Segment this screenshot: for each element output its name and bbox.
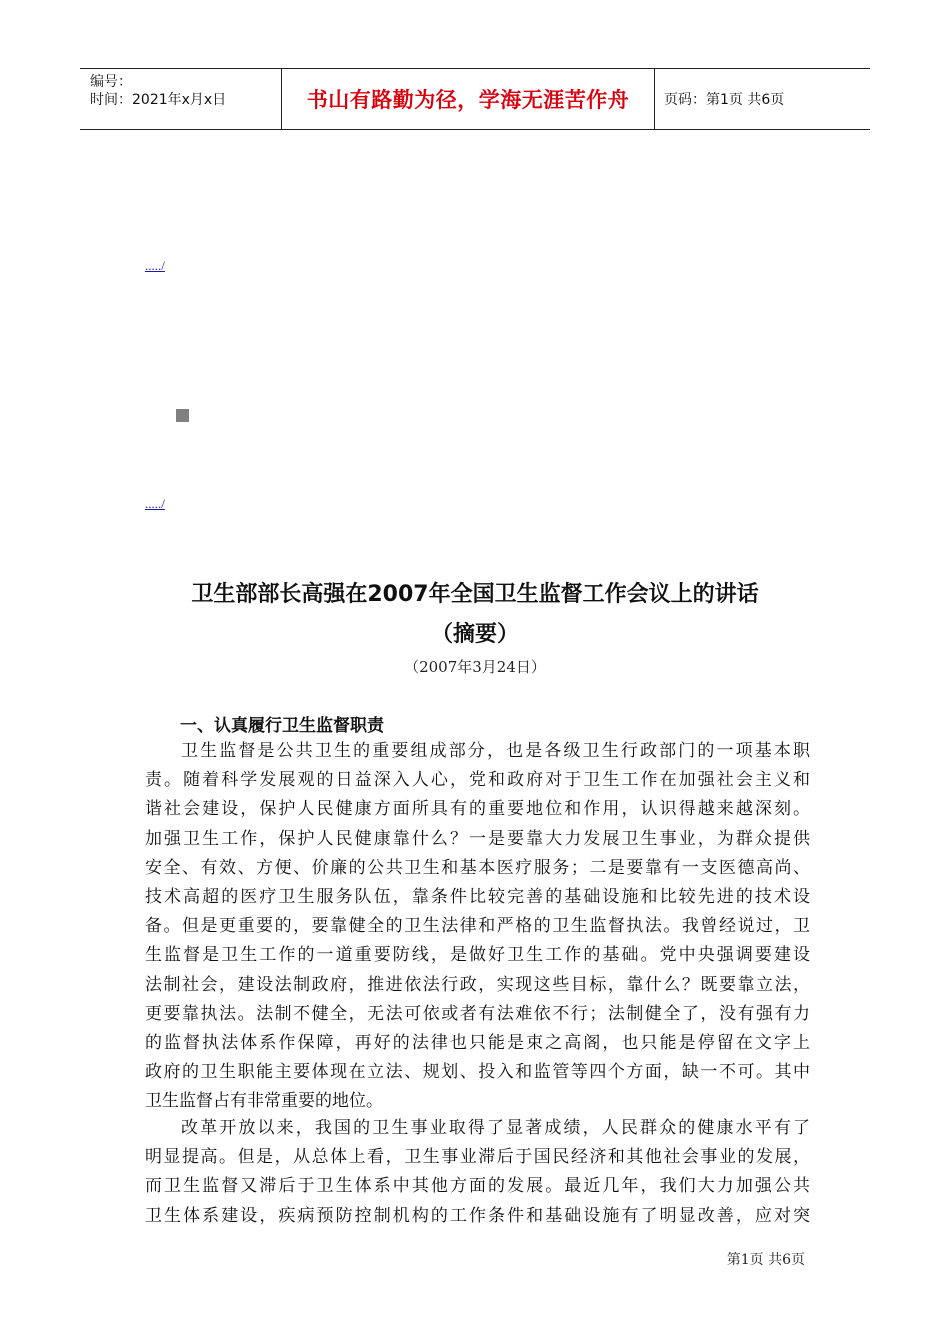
document-date: （2007年3月24日） <box>404 658 546 676</box>
header-page-info: 页码：第1页 共6页 <box>664 92 785 108</box>
text-line: 卫生监督占有非常重要的地位。 <box>145 1091 383 1112</box>
number-label: 编号： <box>90 74 132 90</box>
text-line: 备。但是更重要的，要靠健全的卫生法律和严格的卫生监督执法。我曾经说过，卫 <box>145 916 810 937</box>
dots-link[interactable]: ...../ <box>145 258 165 273</box>
text-line: 卫生监督是公共卫生的重要组成部分，也是各级卫生行政部门的一项基本职 <box>181 741 810 761</box>
paragraph-2 <box>145 1114 810 1231</box>
section-heading: 一、认真履行卫生监督职责 <box>180 716 384 736</box>
time-label: 时间：2021年x月x日 <box>90 92 227 108</box>
text-line: 加强卫生工作，保护人民健康靠什么？一是要靠大力发展卫生事业，为群众提供 <box>145 828 810 849</box>
text-line: 而卫生监督又滞后于卫生体系中其他方面的发展。最近几年，我们大力加强公共 <box>145 1176 810 1197</box>
placeholder-image-icon <box>176 409 189 422</box>
page-header <box>80 68 870 130</box>
paragraph-1 <box>145 737 810 1117</box>
dots-link[interactable]: ...../ <box>145 496 165 511</box>
header-meta <box>90 73 280 109</box>
text-line: 生监督是卫生工作的一道重要防线，是做好卫生工作的基础。党中央强调要建设 <box>145 945 810 966</box>
text-line: 明显提高。但是，从总体上看，卫生事业滞后于国民经济和其他社会事业的发展， <box>145 1147 810 1168</box>
text-line: 改革开放以来，我国的卫生事业取得了显著成绩，人民群众的健康水平有了 <box>181 1118 810 1138</box>
text-line: 卫生体系建设，疾病预防控制机构的工作条件和基础设施有了明显改善，应对突 <box>145 1205 810 1226</box>
page-footer: 第1页 共6页 <box>726 1252 805 1268</box>
header-motto: 书山有路勤为径，学海无涯苦作舟 <box>306 88 630 112</box>
text-line: 政府的卫生职能主要体现在立法、规划、投入和监管等四个方面，缺一不可。其中 <box>145 1062 810 1083</box>
header-divider <box>654 69 655 129</box>
text-line: 谐社会建设，保护人民健康方面所具有的重要地位和作用，认识得越来越深刻。 <box>145 799 810 820</box>
text-line: 更要靠执法。法制不健全，无法可依或者有法难依不行；法制健全了，没有强有力 <box>145 1003 810 1024</box>
text-line: 安全、有效、方便、价廉的公共卫生和基本医疗服务；二是要靠有一支医德高尚、 <box>145 857 810 878</box>
text-line: 技术高超的医疗卫生服务队伍，靠条件比较完善的基础设施和比较先进的技术设 <box>145 887 810 908</box>
document-title: 卫生部部长高强在2007年全国卫生监督工作会议上的讲话 <box>191 582 759 607</box>
text-line: 责。随着科学发展观的日益深入人心，党和政府对于卫生工作在加强社会主义和 <box>145 770 810 791</box>
text-line: 的监督执法体系作保障，再好的法律也只能是束之高阁，也只能是停留在文字上 <box>145 1033 810 1054</box>
text-line: 法制社会，建设法制政府，推进依法行政，实现这些目标，靠什么？既要靠立法， <box>145 974 810 995</box>
document-subtitle: （摘要） <box>430 622 519 647</box>
